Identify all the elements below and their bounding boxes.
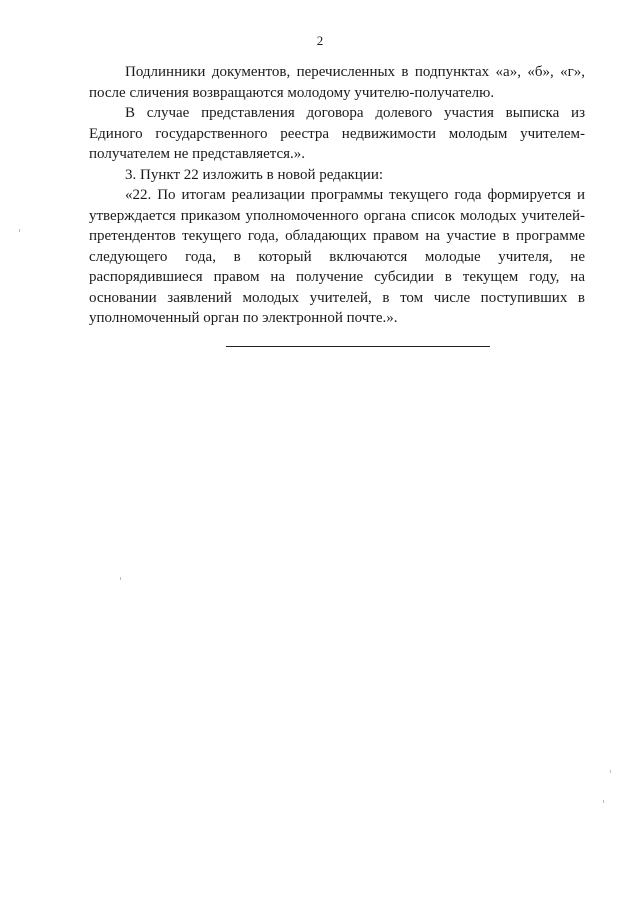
end-separator-line <box>226 346 490 347</box>
scan-speck <box>610 770 611 773</box>
scan-speck <box>19 229 20 232</box>
paragraph-shared-construction: В случае представления договора долевого участия выписка из Единого государственного реестра недвижимости молодым учителем-получателем не представляется.». <box>89 105 585 162</box>
paragraph-item-3: 3. Пункт 22 изложить в новой редакции: <box>125 166 384 183</box>
page-number: 2 <box>316 33 324 48</box>
scan-speck <box>603 800 604 803</box>
paragraph-item-22: «22. По итогам реализации программы текущего года формируется и утверждается приказом уполномоченного органа список молодых учителей-претендентов текущего года, обладающих правом на участие в программе следующего года, в который включаются молодые учителя, не распорядившиеся правом на получение субсидии в текущем году, на основании заявлений молодых учителей, в том числе поступивших в уполномоченный орган по электронной почте.». <box>89 187 585 326</box>
scan-speck <box>120 577 121 580</box>
document-body <box>89 62 585 329</box>
paragraph-originals-returned: Подлинники документов, перечисленных в подпунктах «а», «б», «г», после сличения возвращаются молодому учителю-получателю. <box>89 64 585 101</box>
